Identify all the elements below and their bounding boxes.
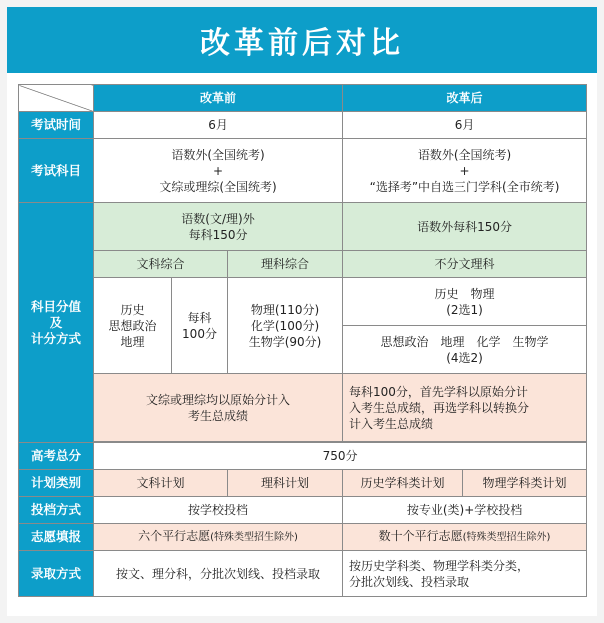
scoring-label-line-1: 科目分值 <box>30 298 81 314</box>
row-label-total: 高考总分 <box>19 443 94 470</box>
arts-each-score-line-1: 每科 <box>187 310 212 325</box>
subjects-after-plus: + <box>459 163 470 178</box>
volunteer-before-note: (特殊类型招生除外) <box>210 532 298 543</box>
subjects-before-plus: + <box>212 163 224 178</box>
no-arts-science-split: 不分文理科 <box>343 251 587 278</box>
row-label-subjects: 考试科目 <box>19 139 94 203</box>
row-label-scoring <box>19 203 94 443</box>
plan-science: 理科计划 <box>228 470 343 497</box>
science-subject: 化学(100分) <box>250 318 320 333</box>
header-before: 改革前 <box>94 85 343 112</box>
admission-before: 按文、理分科，分批次划线、投档录取 <box>94 551 343 597</box>
scoring-note-after-line-2: 入考生总成绩，再选学科以转换分 <box>349 400 530 415</box>
exam-time-after: 6月 <box>343 112 587 139</box>
reselect-line-1: 思想政治 地理 化学 生物学 <box>380 334 549 349</box>
subjects-after <box>343 139 587 203</box>
arts-subject: 历史 <box>120 302 145 317</box>
header-after: 改革后 <box>343 85 587 112</box>
plan-arts: 文科计划 <box>94 470 228 497</box>
first-choice-line-1: 历史 物理 <box>434 286 495 301</box>
scoring-note-after <box>343 374 587 442</box>
volunteer-after-main: 数十个平行志愿 <box>378 529 463 543</box>
plan-history-class: 历史学科类计划 <box>343 470 463 497</box>
row-label-filing: 投档方式 <box>19 497 94 524</box>
comparison-poster <box>7 7 597 616</box>
science-subject: 物理(110分) <box>250 302 320 317</box>
plan-physics-class: 物理学科类计划 <box>463 470 587 497</box>
volunteer-after-note: (特殊类型招生除外) <box>462 532 551 543</box>
admission-after-line-2: 分批次划线、投档录取 <box>349 574 470 589</box>
arts-each-score-line-2: 100分 <box>182 326 217 341</box>
volunteer-before-main: 六个平行志愿 <box>138 529 211 543</box>
science-subject: 生物学(90分) <box>248 334 322 349</box>
scoring-note-before-line-2: 考生总成绩 <box>188 408 249 423</box>
admission-after-line-1: 按历史学科类、物理学科类分类， <box>349 558 530 573</box>
row-label-exam-time: 考试时间 <box>19 112 94 139</box>
main-subjects-after: 语数外每科150分 <box>343 203 587 251</box>
subjects-after-line-2: “选择考”中自选三门学科(全市统考) <box>369 179 560 194</box>
diagonal-corner-cell <box>19 85 94 112</box>
scoring-note-after-line-1: 每科100分，首先学科以原始分计 <box>349 384 528 399</box>
total-score-value: 750分 <box>94 443 587 470</box>
subjects-before-line-1: 语数外(全国统考) <box>171 147 265 162</box>
science-subjects <box>228 278 343 374</box>
arts-subject: 地理 <box>120 334 145 349</box>
main-subjects-before-line-2: 每科150分 <box>188 227 248 242</box>
volunteer-after <box>343 524 587 551</box>
comparison-table <box>18 84 587 597</box>
subjects-before-line-2: 文综或理综(全国统考) <box>159 179 277 194</box>
reselect-subjects <box>343 326 587 374</box>
subjects-before <box>94 139 343 203</box>
page-title: 改革前后对比 <box>7 7 597 73</box>
scoring-note-after-line-3: 计入考生总成绩 <box>349 416 434 431</box>
reselect-line-2: (4选2) <box>446 350 483 365</box>
arts-each-score <box>172 278 228 374</box>
filing-after: 按专业(类)+学校投档 <box>343 497 587 524</box>
scoring-label-line-3: 计分方式 <box>30 330 81 346</box>
main-subjects-before <box>94 203 343 251</box>
subjects-after-line-1: 语数外(全国统考) <box>417 147 512 162</box>
row-label-volunteer: 志愿填报 <box>19 524 94 551</box>
scoring-note-before-line-1: 文综或理综均以原始分计入 <box>146 392 291 407</box>
exam-time-before: 6月 <box>94 112 343 139</box>
comparison-table-wrap <box>18 84 587 597</box>
row-label-plan: 计划类别 <box>19 470 94 497</box>
first-choice-subjects <box>343 278 587 326</box>
science-comprehensive: 理科综合 <box>228 251 343 278</box>
volunteer-before <box>94 524 343 551</box>
filing-before: 按学校投档 <box>94 497 343 524</box>
scoring-note-before <box>94 374 343 442</box>
first-choice-line-2: (2选1) <box>446 302 483 317</box>
arts-comprehensive: 文科综合 <box>94 251 228 278</box>
scoring-label-line-2: 及 <box>49 314 63 330</box>
row-label-admission: 录取方式 <box>19 551 94 597</box>
arts-subject: 思想政治 <box>108 318 157 333</box>
admission-after <box>343 551 587 597</box>
arts-subjects <box>94 278 172 374</box>
main-subjects-before-line-1: 语数(文/理)外 <box>181 211 255 226</box>
